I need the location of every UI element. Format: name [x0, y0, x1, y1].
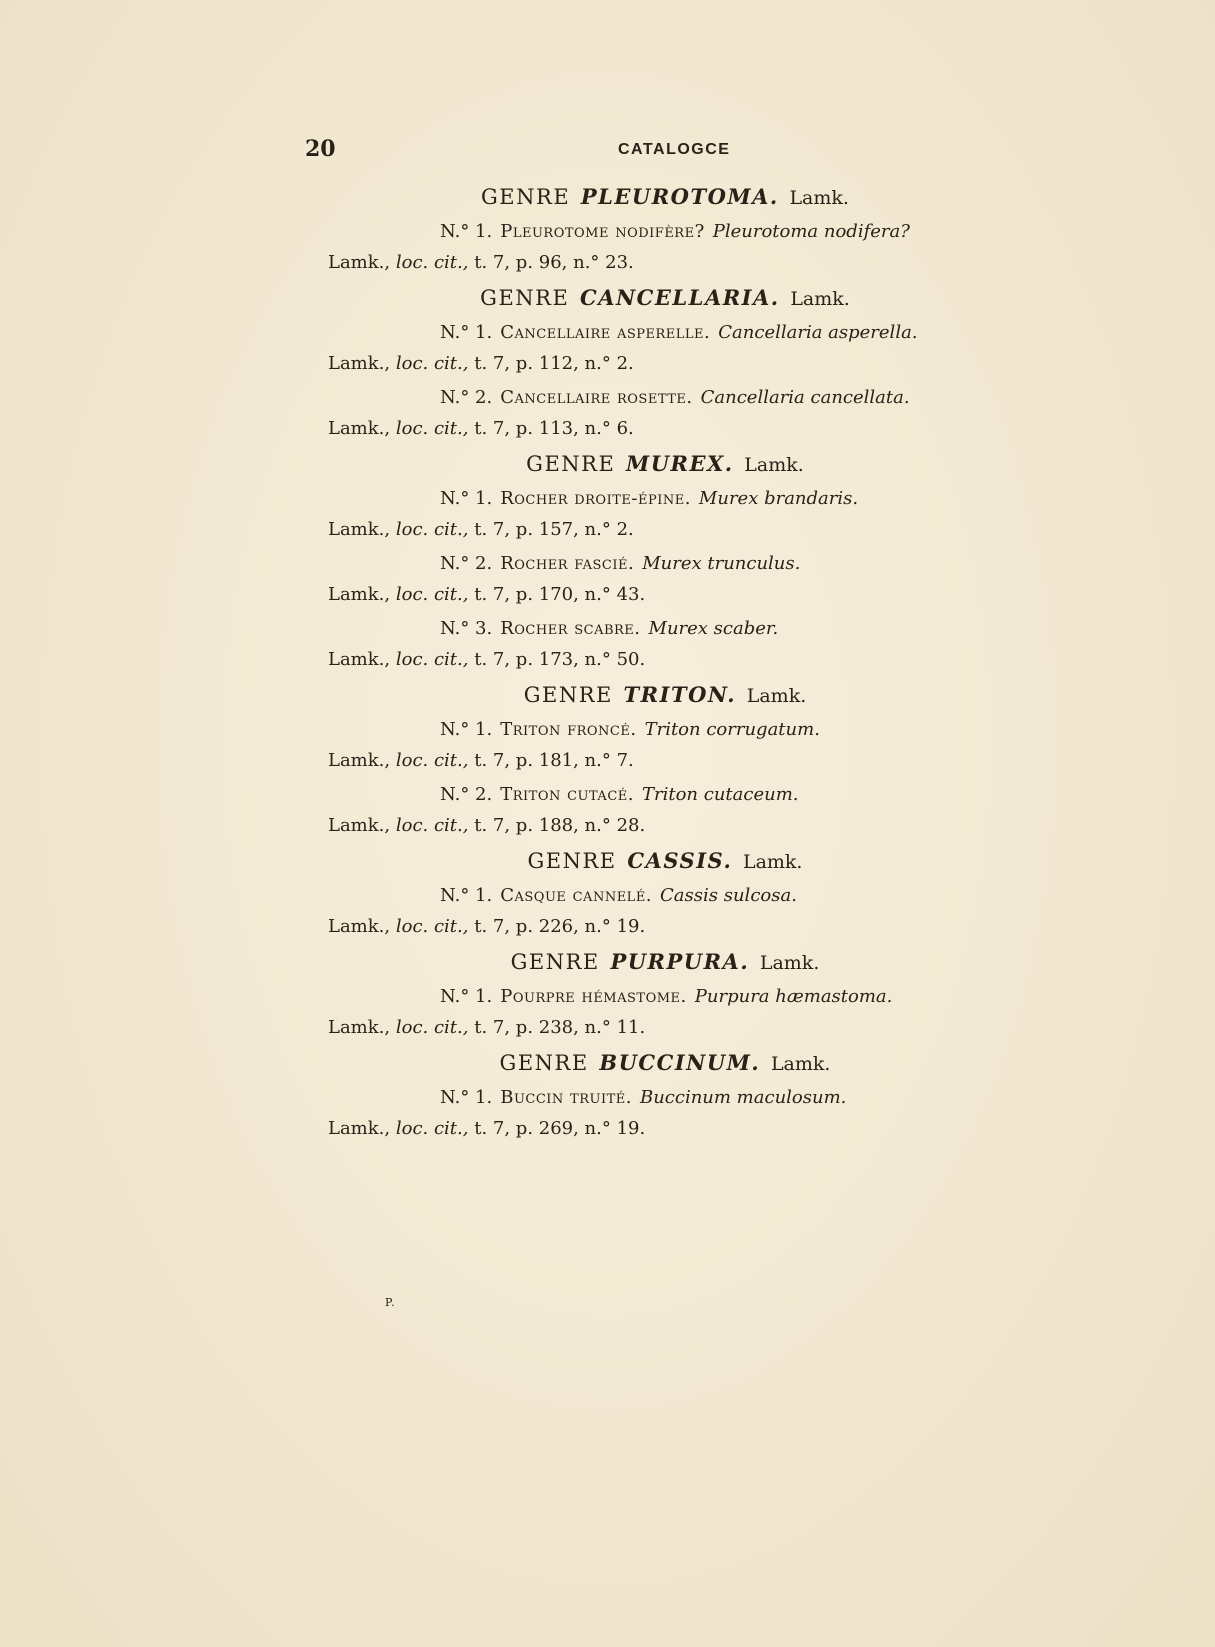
scientific-name: Cassis sulcosa.: [660, 885, 797, 906]
reference-detail: t. 7, p. 238, n.° 11.: [474, 1017, 646, 1038]
genus-heading: [330, 283, 970, 319]
species-line: [330, 1084, 970, 1115]
scientific-name: Murex scaber.: [648, 618, 779, 639]
reference-author: Lamk.,: [328, 1017, 391, 1038]
common-name: Pourpre hémastome.: [500, 986, 687, 1007]
species-line: [330, 384, 970, 415]
genus-word: GENRE: [523, 683, 613, 707]
entry-number: N.° 1.: [440, 986, 493, 1007]
genus-heading: [330, 1048, 970, 1084]
reference-abbr: loc. cit.,: [395, 1118, 469, 1139]
reference-abbr: loc. cit.,: [395, 649, 469, 670]
scientific-name: Murex brandaris.: [698, 488, 859, 509]
species-entry: [330, 1084, 970, 1149]
scientific-name: Cancellaria asperella.: [718, 322, 918, 343]
genus-name: PURPURA.: [610, 949, 750, 974]
reference-author: Lamk.,: [328, 584, 391, 605]
reference-line: [328, 581, 970, 615]
species-line: [330, 882, 970, 913]
genus-word: GENRE: [480, 286, 570, 310]
common-name: Casque cannelé.: [500, 885, 653, 906]
reference-abbr: loc. cit.,: [395, 1017, 469, 1038]
genus-heading: [330, 947, 970, 983]
reference-author: Lamk.,: [328, 750, 391, 771]
species-entry: [330, 781, 970, 846]
species-line: [330, 983, 970, 1014]
page-number: 20: [305, 136, 336, 162]
reference-abbr: loc. cit.,: [395, 815, 469, 836]
reference-line: [328, 913, 970, 947]
reference-abbr: loc. cit.,: [395, 418, 469, 439]
genus-author: Lamk.: [759, 952, 820, 974]
entry-number: N.° 1.: [440, 221, 493, 242]
entry-number: N.° 1.: [440, 1087, 493, 1108]
scientific-name: Pleurotoma nodifera?: [712, 221, 910, 242]
entry-number: N.° 3.: [440, 618, 493, 639]
scientific-name: Murex trunculus.: [642, 553, 801, 574]
genus-author: Lamk.: [789, 187, 849, 209]
species-line: [330, 781, 970, 812]
reference-abbr: loc. cit.,: [395, 916, 469, 937]
reference-line: [328, 747, 970, 781]
common-name: Buccin truité.: [500, 1087, 632, 1108]
reference-abbr: loc. cit.,: [395, 519, 469, 540]
genus-author: Lamk.: [744, 454, 804, 476]
genus-heading: [330, 449, 970, 485]
reference-line: [328, 1115, 970, 1149]
reference-author: Lamk.,: [328, 252, 391, 273]
reference-author: Lamk.,: [328, 815, 391, 836]
reference-line: [328, 415, 970, 449]
common-name: Cancellaire asperelle.: [500, 322, 711, 343]
reference-detail: t. 7, p. 113, n.° 6.: [474, 418, 634, 439]
genus-author: Lamk.: [746, 685, 807, 707]
species-line: [330, 615, 970, 646]
genus-name: TRITON.: [623, 682, 737, 707]
common-name: Rocher droite-épine.: [500, 488, 691, 509]
common-name: Rocher scabre.: [500, 618, 641, 639]
scientific-name: Purpura hæmastoma.: [694, 986, 893, 1007]
species-entry: [330, 882, 970, 947]
entry-number: N.° 1.: [440, 322, 493, 343]
species-entry: [330, 615, 970, 680]
species-line: [330, 218, 970, 249]
species-line: [330, 485, 970, 516]
reference-line: [328, 812, 970, 846]
scientific-name: Buccinum maculosum.: [639, 1087, 847, 1108]
entry-number: N.° 1.: [440, 488, 493, 509]
genus-author: Lamk.: [742, 851, 803, 873]
reference-detail: t. 7, p. 96, n.° 23.: [474, 252, 634, 273]
genus-word: GENRE: [510, 950, 600, 974]
reference-line: [328, 249, 970, 283]
scientific-name: Triton cutaceum.: [641, 784, 799, 805]
reference-abbr: loc. cit.,: [395, 750, 469, 771]
species-line: [330, 716, 970, 747]
reference-author: Lamk.,: [328, 519, 391, 540]
reference-author: Lamk.,: [328, 418, 391, 439]
reference-author: Lamk.,: [328, 1118, 391, 1139]
genus-word: GENRE: [481, 185, 571, 209]
reference-detail: t. 7, p. 170, n.° 43.: [474, 584, 646, 605]
species-entry: [330, 218, 970, 283]
genus-word: GENRE: [527, 849, 617, 873]
genus-heading: [330, 846, 970, 882]
genus-name: CASSIS.: [627, 848, 733, 873]
genus-name: MUREX.: [625, 451, 734, 476]
reference-detail: t. 7, p. 226, n.° 19.: [474, 916, 646, 937]
common-name: Rocher fascié.: [500, 553, 635, 574]
scientific-name: Triton corrugatum.: [644, 719, 820, 740]
reference-detail: t. 7, p. 269, n.° 19.: [474, 1118, 646, 1139]
species-entry: [330, 716, 970, 781]
genus-word: GENRE: [526, 452, 616, 476]
common-name: Triton cutacé.: [500, 784, 634, 805]
page-header: [305, 136, 925, 166]
reference-detail: t. 7, p. 188, n.° 28.: [474, 815, 646, 836]
entry-number: N.° 2.: [440, 784, 493, 805]
species-line: [330, 550, 970, 581]
reference-line: [328, 350, 970, 384]
species-entry: [330, 485, 970, 550]
common-name: Cancellaire rosette.: [500, 387, 693, 408]
common-name: Triton froncé.: [500, 719, 637, 740]
genus-author: Lamk.: [790, 288, 850, 310]
scientific-name: Cancellaria cancellata.: [700, 387, 910, 408]
reference-detail: t. 7, p. 112, n.° 2.: [474, 353, 634, 374]
entry-number: N.° 1.: [440, 719, 493, 740]
reference-author: Lamk.,: [328, 353, 391, 374]
catalogue-body: [330, 182, 970, 1149]
reference-detail: t. 7, p. 157, n.° 2.: [474, 519, 634, 540]
reference-abbr: loc. cit.,: [395, 584, 469, 605]
reference-author: Lamk.,: [328, 649, 391, 670]
reference-author: Lamk.,: [328, 916, 391, 937]
species-entry: [330, 319, 970, 384]
species-entry: [330, 384, 970, 449]
species-line: [330, 319, 970, 350]
genus-word: GENRE: [499, 1051, 589, 1075]
reference-abbr: loc. cit.,: [395, 353, 469, 374]
genus-name: CANCELLARIA.: [579, 285, 780, 310]
entry-number: N.° 1.: [440, 885, 493, 906]
reference-abbr: loc. cit.,: [395, 252, 469, 273]
genus-author: Lamk.: [770, 1053, 831, 1075]
genus-heading: [330, 680, 970, 716]
reference-detail: t. 7, p. 173, n.° 50.: [474, 649, 646, 670]
reference-line: [328, 516, 970, 550]
genus-name: PLEUROTOMA.: [580, 184, 779, 209]
entry-number: N.° 2.: [440, 553, 493, 574]
genus-heading: [330, 182, 970, 218]
common-name: Pleurotome nodifère?: [500, 221, 705, 242]
entry-number: N.° 2.: [440, 387, 493, 408]
species-entry: [330, 983, 970, 1048]
species-entry: [330, 550, 970, 615]
running-title: CATALOGCE: [618, 141, 731, 158]
genus-name: BUCCINUM.: [599, 1050, 761, 1075]
catchword: P.: [385, 1296, 396, 1309]
reference-line: [328, 1014, 970, 1048]
reference-detail: t. 7, p. 181, n.° 7.: [474, 750, 634, 771]
reference-line: [328, 646, 970, 680]
